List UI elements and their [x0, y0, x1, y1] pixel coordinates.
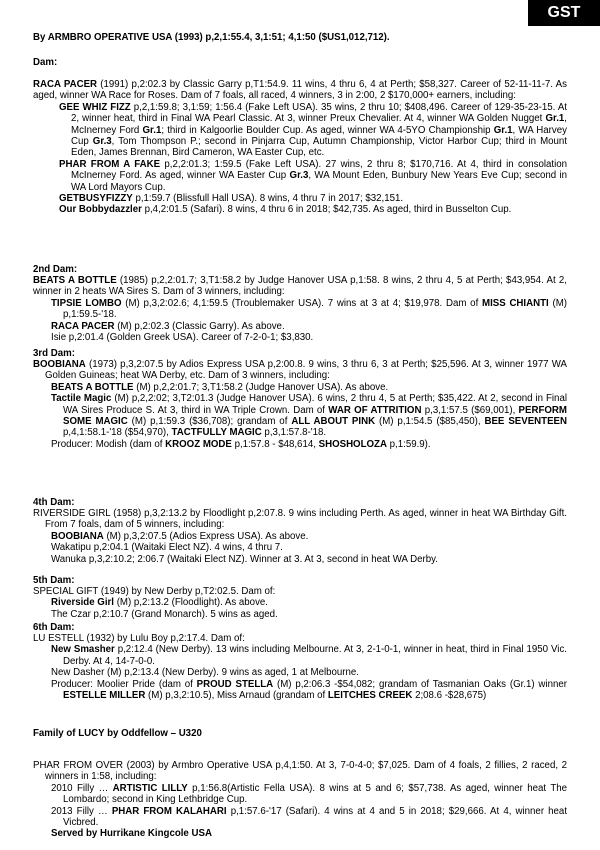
bold-text: BEATS A BOTTLE [33, 275, 117, 286]
text-run: Wanuka p,3,2:10.2; 2:06.7 (Waitaki Elect NZ). Winner at 3. At 3, second in heat WA Derby. [51, 553, 438, 565]
text-run: (M) p,2,2:02; 3,T2:01.3 (Judge Hanover USA). 6 wins, 2 thru 4, 5 at Perth; $35,422. At 2, second in Final WA Sires Produce S. At 3, third in WA Triple Crown. Dam of [63, 393, 567, 416]
yearling-progeny [51, 783, 567, 829]
text-run: (M) p,2:02.3 (Classic Garry). As above. [114, 320, 285, 332]
bold-text: TACTFULLY MAGIC [171, 427, 262, 439]
text-run: New Dasher (M) p,2:13.4 (New Derby). 9 wins as aged, 1 at Melbourne. [51, 667, 359, 679]
progeny-entry [51, 554, 567, 565]
dam2-section [33, 275, 567, 343]
bold-text: BEE SEVENTEEN [484, 416, 567, 428]
text-run: , McInerney Ford [71, 113, 567, 136]
bold-text: Gr.3 [92, 136, 112, 148]
dam3-heading: 3rd Dam: [33, 348, 75, 359]
bold-text: Our Bobbydazzler [59, 204, 142, 216]
bold-text: Tactile Magic [51, 393, 112, 405]
text-run: p,1:57.8 - $48,614, [231, 438, 319, 450]
text-run: 2013 Filly … [51, 805, 112, 817]
progeny-entry [51, 439, 567, 450]
dam3-main [33, 359, 567, 382]
dam6-progeny [51, 644, 567, 701]
dam6-main [33, 633, 567, 644]
dam4-progeny [51, 531, 567, 565]
bold-text: BEATS A BOTTLE [51, 381, 134, 393]
bold-text: GETBUSYFIZZY [59, 193, 133, 205]
progeny-entry [51, 382, 567, 393]
text-run: Isie p,2:01.4 (Golden Greek USA). Career of 7-2-0-1; $3,830. [51, 332, 314, 344]
text-run: The Czar p,2:10.7 (Grand Monarch). 5 wins as aged. [51, 608, 278, 620]
progeny-entry [51, 298, 567, 321]
bold-text: PERFORM SOME MAGIC [63, 404, 567, 428]
text-run: p,1:56.8(Artistic Fella USA). 8 wins at 5 and 6; $57,738. As aged, winner heat The Lombardo; second in King Lethbridge Cup. [63, 782, 568, 806]
text-run: , WA Mount Eden, Bunbury New Years Eve Cup; second in WA Lord Mayors Cup. [71, 170, 567, 193]
dam-heading: Dam: [33, 57, 58, 68]
progeny-entry [51, 597, 567, 608]
dam3-section [33, 359, 567, 450]
bold-text: MISS CHIANTI [482, 297, 549, 309]
dam6-heading: 6th Dam: [33, 622, 75, 633]
text-run: Producer: Moolier Pride (dam of [51, 678, 197, 690]
dam6-section [33, 633, 567, 701]
text-run: (1991) p,2:02.3 by Classic Garry p,T1:54.9. 11 wins, 4 thru 6, 4 at Perth; $58,327. Career of 52-11-11-7. As aged, winner WA Race for Roses. Dam of 7 foals, all raced, 4 winners, 3 in 2:00, 2 $170,000+ earners, including: [33, 79, 567, 102]
bold-text: New Smasher [51, 644, 115, 656]
progeny-entry [59, 204, 567, 215]
progeny-entry [51, 783, 567, 806]
bold-text: RACA PACER [33, 79, 98, 90]
text-run: Wakatipu p,2:04.1 (Waitaki Elect NZ). 4 wins, 4 thru 7. [51, 542, 283, 554]
text-run: p,1:57.6-'17 (Safari). 4 wins at 4 and 5 in 2018; $29,666. At 4, winner heat Vicbred. [63, 805, 568, 829]
dam5-main [33, 586, 567, 597]
progeny-entry [51, 609, 567, 620]
text-run: (M) p,1:54.5 ($85,450), [375, 416, 485, 428]
bold-text: TIPSIE LOMBO [51, 297, 122, 309]
bold-text: Gr.1 [142, 124, 162, 136]
text-run: SPECIAL GIFT (1949) by New Derby p,T2:02.5. Dam of: [33, 586, 276, 597]
bold-text: PHAR FROM A FAKE [59, 158, 161, 170]
dam5-section [33, 586, 567, 620]
yearling-main [33, 760, 567, 783]
text-run: p,1:59.9). [386, 438, 431, 450]
dam4-main [33, 508, 567, 531]
progeny-entry [51, 332, 567, 343]
text-run: p,3,1:57.5 ($69,001), [421, 404, 519, 416]
bold-text: Gr.1 [545, 113, 565, 125]
progeny-entry [59, 159, 567, 193]
text-run: (M) p,2:13.2 (Floodlight). As above. [114, 597, 268, 609]
bold-text: Riverside Girl [51, 597, 114, 609]
progeny-entry [51, 644, 567, 667]
text-run: p,2:12.4 (New Derby). 13 wins including Melbourne. At 3, 2-1-0-1, winner in heat, third in Final 1950 Vic. Derby. At 4, 14-7-0-0. [63, 644, 567, 667]
progeny-entry [51, 542, 567, 553]
dam2-main [33, 275, 567, 298]
bold-text: WAR OF ATTRITION [328, 404, 422, 416]
bold-text: SHOSHOLOZA [318, 438, 387, 450]
progeny-entry [59, 102, 567, 159]
dam1-section [33, 79, 567, 216]
progeny-entry [51, 667, 567, 678]
served-by: Served by Hurrikane Kingcole USA [51, 828, 212, 840]
text-run: 2010 Filly … [51, 782, 113, 794]
dam5-heading: 5th Dam: [33, 575, 75, 586]
text-run: (M) p,2:06.3 -$54,082; grandam of Tasmanian Oaks (Gr.1) winner [273, 678, 567, 690]
dam3-progeny [51, 382, 567, 450]
text-run: (M) p,3,2:10.5), Miss Arnaud (grandam of [145, 690, 328, 702]
bold-text: ARTISTIC LILLY [112, 782, 188, 794]
text-run: p,3,1:57.8-'18. [261, 427, 327, 439]
text-run: p,2,1:59.8; 3,1:59; 1:56.4 (Fake Left USA). 35 wins, 2 thru 10; $408,496. Career of 129-35-23-15. At 2, winner heat, third in Final WA Pearl Classic. At 3, winner Preux Chevalier. At 4, winner WA Golden Nugget [71, 101, 567, 125]
progeny-entry [51, 531, 567, 542]
bold-text: Gr.3 [289, 170, 309, 182]
text-run: ; third in Kalgoorlie Boulder Cup. As aged, winner WA 4-5YO Championship [161, 124, 494, 136]
progeny-entry [51, 806, 567, 829]
bold-text: Gr.1 [493, 124, 513, 136]
text-run: RIVERSIDE GIRL (1958) p,3,2:13.2 by Floodlight p,2:07.8. 9 wins including Perth. As aged, winner in heat WA Birthday Gift. From 7 foals, dam of 5 winners, including: [33, 508, 567, 531]
text-run: Producer: Modish (dam of [51, 438, 166, 450]
gst-badge: GST [528, 0, 600, 26]
text-run: p,4,2:01.5 (Safari). 8 wins, 4 thru 6 in 2018; $42,735. As aged, third in Busselton Cup. [141, 204, 512, 216]
bold-text: PROUD STELLA [196, 678, 274, 690]
text-run: , Tom Thompson P.; second in Pinjarra Cup, Autumn Championship, Victor Harbor Cup; third in Mount Eden, James Brennan, Bird Cameron, WA Easter Cup, etc. [71, 136, 567, 159]
bold-text: ALL ABOUT PINK [291, 416, 376, 428]
yearling-section [33, 760, 567, 840]
family-line: Family of LUCY by Oddfellow – U320 [33, 728, 202, 739]
progeny-entry [51, 393, 567, 439]
text-run: (M) p,2,2:01.7; 3,T1:58.2 (Judge Hanover USA). As above. [133, 381, 389, 393]
text-run: (M) p,3,2:02.6; 4,1:59.5 (Troublemaker USA). 7 wins at 3 at 4; $19,978. Dam of [121, 297, 483, 309]
text-run: p,4,1:58.1-'18 ($54,970), [63, 427, 172, 439]
text-run: PHAR FROM OVER (2003) by Armbro Operative USA p,4,1:50. At 3, 7-0-4-0; $7,025. Dam of 4 foals, 2 fillies, 2 raced, 2 winners in 1:58, including: [33, 760, 567, 783]
text-run: (M) p,1:59.3 ($36,708); grandam of [127, 416, 292, 428]
dam1-progeny [59, 102, 567, 216]
bold-text: BOOBIANA [51, 530, 104, 542]
text-run: , WA Harvey Cup [71, 124, 567, 148]
bold-text: KROOZ MODE [165, 438, 232, 450]
text-run: (M) p,1:59.5-'18. [63, 297, 567, 321]
text-run: (1985) p,2,2:01.7; 3,T1:58.2 by Judge Hanover USA p,1:58. 8 wins, 2 thru 4, 5 at Perth; $43,954. At 2, winner in 2 heats WA Sires S. Dam of 3 winners, including: [33, 275, 567, 298]
bold-text: ESTELLE MILLER [63, 690, 146, 702]
dam4-heading: 4th Dam: [33, 497, 75, 508]
bold-text: PHAR FROM KALAHARI [111, 805, 227, 817]
bold-text: LEITCHES CREEK [327, 690, 413, 702]
text-run: p,2,2:01.3; 1:59.5 (Fake Left USA). 27 wins, 2 thru 8; $170,716. At 4, third in consolation McInerney Ford. As aged, winner WA Easter Cup [71, 158, 567, 182]
dam4-section [33, 508, 567, 565]
text-run: (1973) p,3,2:07.5 by Adios Express USA p,2:00.8. 9 wins, 3 thru 6, 3 at Perth; $25,596. At 3, winner 1977 WA Golden Guineas; heat WA Derby, etc. Dam of 3 winners, including: [45, 359, 567, 382]
bold-text: BOOBIANA [33, 359, 86, 370]
progeny-entry [51, 321, 567, 332]
progeny-entry [59, 193, 567, 204]
text-run: p,1:59.7 (Blissfull Hall USA). 8 wins, 4 thru 7 in 2017; $32,151. [132, 193, 404, 205]
bold-text: GEE WHIZ FIZZ [59, 101, 131, 113]
dam2-heading: 2nd Dam: [33, 264, 78, 275]
dam2-progeny [51, 298, 567, 344]
dam5-progeny [51, 597, 567, 620]
bold-text: RACA PACER [51, 320, 115, 332]
text-run: 2;08.6 -$28,675) [412, 690, 487, 702]
sire-line: By ARMBRO OPERATIVE USA (1993) p,2,1:55.4, 3,1:51; 4,1:50 ($US1,012,712). [33, 32, 390, 43]
dam1-main [33, 79, 567, 102]
text-run: (M) p,3,2:07.5 (Adios Express USA). As above. [103, 530, 309, 542]
text-run: LU ESTELL (1932) by Lulu Boy p,2:17.4. Dam of: [33, 633, 245, 644]
progeny-entry [51, 679, 567, 702]
